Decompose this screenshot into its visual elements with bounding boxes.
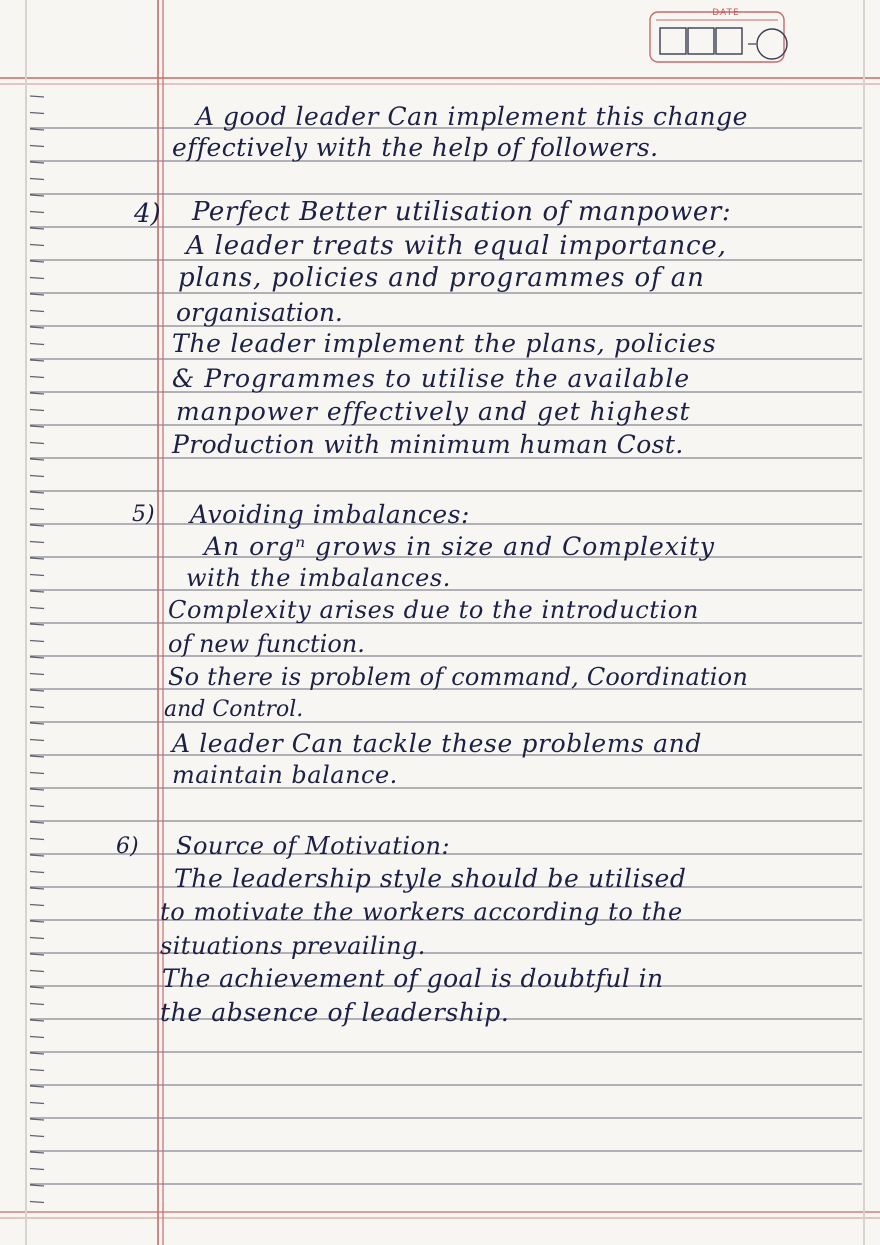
point-6-line-4: The achievement of goal is doubtful in [162,964,664,993]
margin-tick [30,641,44,642]
margin-tick [30,179,44,180]
margin-tick [30,1103,44,1104]
point-5-heading: Avoiding imbalances: [190,500,470,529]
point-6-line-5: the absence of leadership. [160,998,510,1027]
intro-line-2: effectively with the help of followers. [172,133,659,162]
point-5-line-7: A leader Can tackle these problems and [172,729,702,758]
margin-tick [30,1185,44,1186]
margin-tick [30,1136,44,1137]
margin-tick [30,1020,44,1021]
margin-tick [30,1202,44,1203]
margin-tick [30,113,44,114]
margin-tick [30,723,44,724]
margin-tick [30,294,44,295]
margin-tick [30,624,44,625]
point-6-line-1: The leadership style should be utilised [174,864,687,893]
margin-tick [30,773,44,774]
margin-tick [30,476,44,477]
point-5-number: 5) [132,502,155,527]
margin-tick [30,1004,44,1005]
margin-tick [30,789,44,790]
margin-tick [30,707,44,708]
point-5-line-2: with the imbalances. [186,564,452,592]
margin-tick [30,591,44,592]
margin-tick [30,344,44,345]
margin-tick [30,228,44,229]
point-6-line-2: to motivate the workers according to the [160,898,683,926]
margin-tick [30,311,44,312]
margin-tick [30,938,44,939]
point-6-number: 6) [116,834,139,859]
margin-tick [30,492,44,493]
margin-tick [30,212,44,213]
point-5-line-8: maintain balance. [172,761,398,789]
margin-tick [30,410,44,411]
margin-tick [30,96,44,97]
margin-tick [30,1086,44,1087]
margin-tick [30,756,44,757]
margin-tick [30,162,44,163]
margin-tick [30,855,44,856]
margin-tick [30,888,44,889]
margin-tick [30,971,44,972]
margin-tick [30,806,44,807]
margin-tick [30,278,44,279]
point-4-line-4: The leader implement the plans, policies [172,329,717,358]
margin-tick [30,608,44,609]
margin-tick [30,443,44,444]
point-5-line-1: An orgⁿ grows in size and Complexity [204,532,716,561]
margin-tick [30,1053,44,1054]
point-4-line-5: & Programmes to utilise the available [172,364,691,393]
margin-tick [30,146,44,147]
margin-tick [30,558,44,559]
point-5-line-3: Complexity arises due to the introduction [168,596,699,624]
date-label: DATE [712,8,740,18]
margin-tick [30,525,44,526]
margin-tick [30,1169,44,1170]
point-5-line-5: So there is problem of command, Coordination [168,663,748,691]
margin-tick [30,954,44,955]
point-4-number: 4) [134,199,161,229]
point-4-line-7: Production with minimum human Cost. [172,430,684,459]
margin-tick [30,1037,44,1038]
point-4-line-1: A leader treats with equal importance, [186,231,727,261]
margin-tick [30,839,44,840]
point-4-line-3: organisation. [176,298,343,327]
margin-tick [30,905,44,906]
point-6-line-3: situations prevailing. [160,932,426,960]
margin-tick [30,426,44,427]
margin-tick [30,987,44,988]
margin-tick [30,740,44,741]
margin-tick [30,1070,44,1071]
margin-tick [30,1119,44,1120]
point-4-line-2: plans, policies and programmes of an [178,263,705,293]
margin-tick [30,822,44,823]
margin-tick [30,377,44,378]
point-5-line-4: of new function. [168,630,365,658]
point-4-heading: Perfect Better utilisation of manpower: [192,197,732,227]
point-5-line-6: and Control. [164,697,304,722]
margin-tick [30,327,44,328]
margin-tick [30,542,44,543]
margin-tick [30,872,44,873]
margin-tick [30,575,44,576]
margin-tick [30,674,44,675]
margin-tick [30,1152,44,1153]
margin-tick [30,690,44,691]
margin-tick [30,129,44,130]
margin-tick [30,657,44,658]
margin-tick [30,509,44,510]
margin-tick [30,393,44,394]
margin-tick [30,360,44,361]
margin-tick [30,195,44,196]
intro-line-1: A good leader Can implement this change [196,102,748,131]
margin-tick [30,921,44,922]
date-box [648,8,796,68]
margin-tick [30,245,44,246]
point-6-heading: Source of Motivation: [176,832,451,860]
margin-tick [30,459,44,460]
margin-tick [30,261,44,262]
point-4-line-6: manpower effectively and get highest [176,397,691,426]
